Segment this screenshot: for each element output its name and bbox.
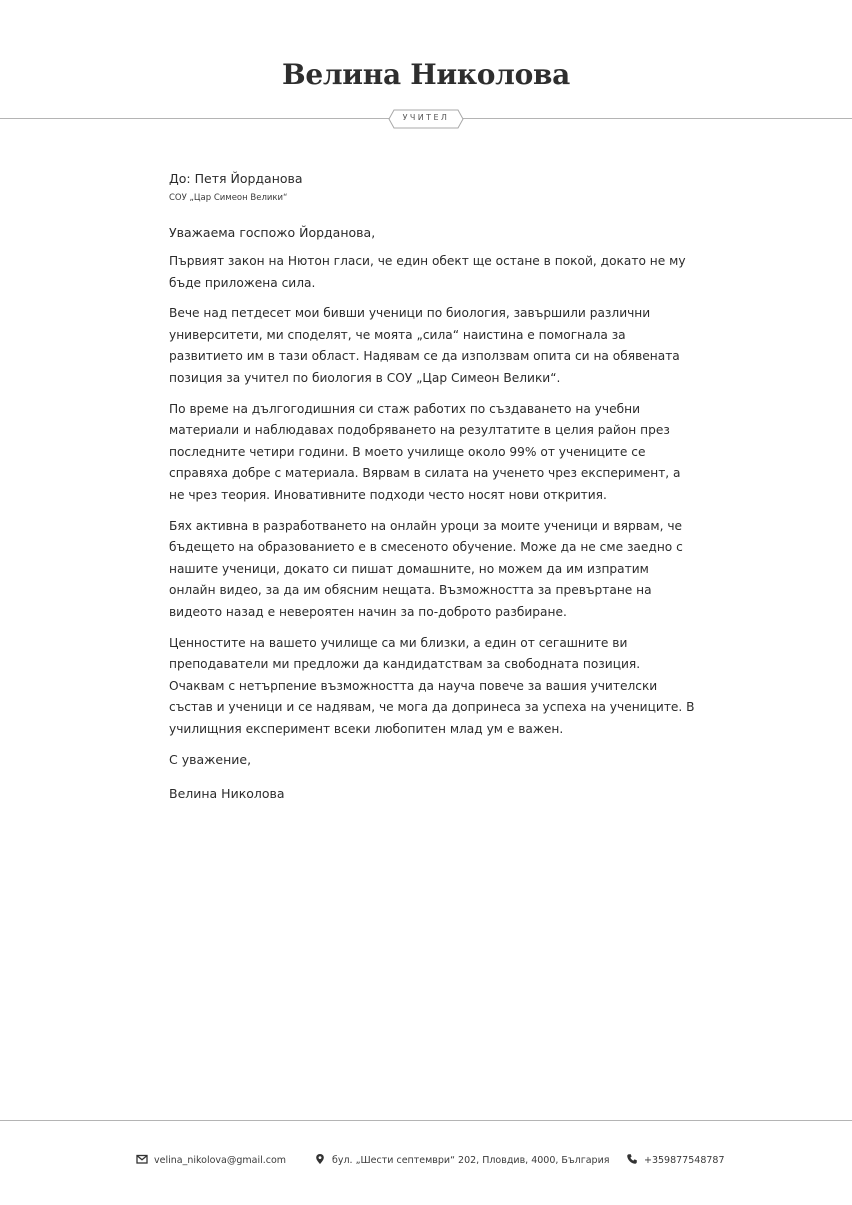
phone-icon xyxy=(626,1153,638,1165)
contact-email[interactable] xyxy=(136,1153,286,1169)
phone-text[interactable]: +359877548787 xyxy=(644,1155,725,1166)
salutation: Уважаема госпожо Йорданова, xyxy=(169,225,376,240)
envelope-icon xyxy=(136,1153,148,1165)
map-pin-icon xyxy=(314,1153,326,1165)
signature: Велина Николова xyxy=(169,786,285,802)
contact-phone[interactable] xyxy=(626,1153,725,1169)
email-text[interactable]: velina_nikolova@gmail.com xyxy=(154,1155,287,1166)
recipient-organization: СОУ „Цар Симеон Велики“ xyxy=(169,193,288,203)
paragraph: Ценностите на вашето училище са ми близки, а един от сегашните ви преподаватели ми предложи да кандидатствам за свободната позиция. Очаквам с нетърпение възможността да науча повече за вашия учителски състав и ученици и се надявам, че мога да допринеса за успеха на учениците. В училищния експеримент всеки любопитен млад ум е важен. xyxy=(169,635,695,736)
paragraph: Бях активна в разработването на онлайн уроци за моите ученици и вярвам, че бъдещето на образованието е в смесеното обучение. Може да не сме заедно с нашите ученици, докато си пишат домашните, но можем да им изпратим онлайн видео, за да им обясним нещата. Възможността за превъртане на видеото назад е невероятен начин за по-доброто разбиране. xyxy=(169,518,683,619)
paragraph: Вече над петдесет мои бивши ученици по биология, завършили различни университети, ми споделят, че моята „сила“ наистина е помогнала за развитието им в тази област. Надявам се да използвам опита си на обявената позиция за учител по биология в СОУ „Цар Симеон Велики“. xyxy=(169,306,680,385)
paragraph: Първият закон на Нютон гласи, че един обект ще остане в покой, докато не му бъде приложена сила. xyxy=(169,254,686,290)
closing: С уважение, xyxy=(169,752,252,768)
job-title: УЧИТЕЛ xyxy=(402,113,450,122)
paragraph: По време на дългогодишния си стаж работих по създаването на учебни материали и наблюдавах подобряването на резултатите в целия район през последните четири години. В моето училище около 99% от учениците се справяха добре с материала. Вярвам в силата на ученето чрез експеримент, а не чрез теория. Иновативните подходи често носят нови открития. xyxy=(169,401,681,502)
recipient-name: До: Петя Йорданова xyxy=(169,171,303,186)
job-title-badge xyxy=(388,109,464,129)
applicant-name-heading: Велина Николова xyxy=(281,58,570,91)
address-text: бул. „Шести септември“ 202, Пловдив, 4000, България xyxy=(332,1155,610,1166)
contact-address xyxy=(314,1153,609,1169)
footer-divider xyxy=(0,1120,852,1121)
letter-body xyxy=(169,170,699,803)
